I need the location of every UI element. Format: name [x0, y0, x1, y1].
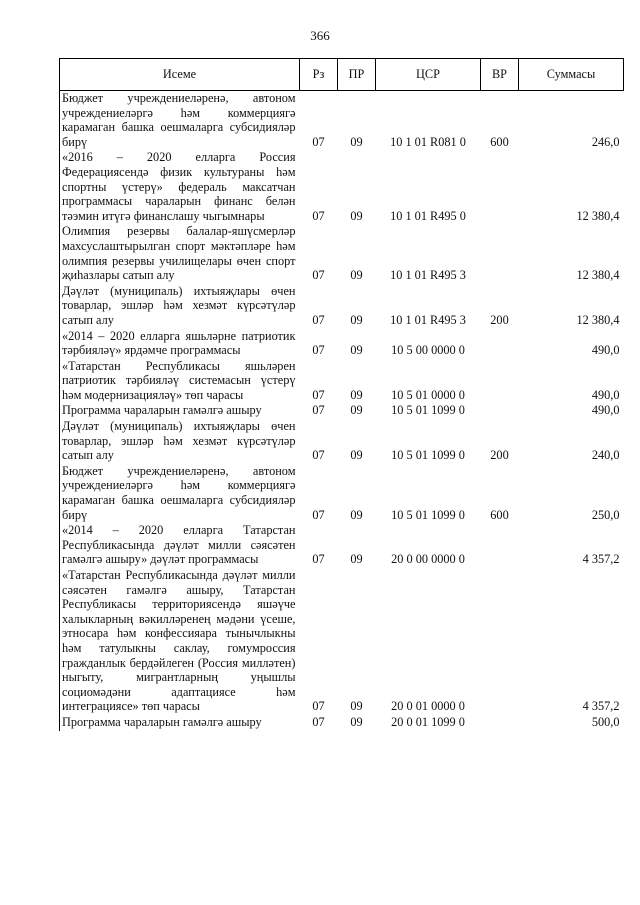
table-body: [60, 91, 624, 731]
header-rz: Рз: [300, 59, 338, 91]
page-number: 366: [310, 28, 330, 43]
table-row: [60, 329, 624, 359]
table-row: [60, 568, 624, 715]
row-name: «2014 – 2020 елларга Татарстан Республикасында дәүләт милли сәясәтен гамәлгә ашыру» дәүләт программасы: [60, 523, 300, 568]
row-pr: 09: [350, 699, 363, 714]
row-csr: 10 5 01 0000 0: [391, 387, 465, 402]
row-vr: [481, 568, 519, 715]
row-vr: 600: [490, 134, 509, 149]
table-row: [60, 403, 624, 419]
row-sum: 490,0: [591, 387, 620, 402]
row-sum: 250,0: [591, 507, 620, 522]
row-sum: 12 380,4: [576, 312, 620, 327]
table-row: [60, 419, 624, 464]
row-name: Программа чараларын гамәлгә ашыру: [60, 715, 300, 731]
row-vr: [481, 224, 519, 283]
row-rz: 07: [312, 507, 325, 522]
row-vr: [481, 715, 519, 731]
row-rz: 07: [312, 448, 325, 463]
header-vr: ВР: [481, 59, 519, 91]
table-row: [60, 523, 624, 568]
row-name: Программа чараларын гамәлгә ашыру: [60, 403, 300, 419]
row-vr: 200: [490, 448, 509, 463]
table-header-row: [60, 59, 624, 91]
row-name: Бюджет учреждениеләренә, автоном учреждениеләргә һәм коммерциягә карамаган башка оешмаларга субсидияләр бирү: [60, 464, 300, 523]
row-sum: 4 357,2: [582, 552, 620, 567]
row-name: «Татарстан Республикасында дәүләт милли сәясәтен гамәлгә ашыру, Татарстан Республикасы территориясендә яшәүче халыкларның вәкилләренең мәдәни үсеше, этносара һәм конфессияара тынычлыкны һәм татулыкны саклау, гомумроссия гражданлык бердәйлеген (Россия милләтен) ныгыту, мигрантларның уңышлы социомәдәни адаптациясе һәм интеграциясе» төп чарасы: [60, 568, 300, 715]
row-sum: 490,0: [591, 343, 620, 358]
row-rz: 07: [312, 403, 325, 418]
row-csr: 20 0 01 0000 0: [391, 699, 465, 714]
row-sum: 12 380,4: [576, 268, 620, 283]
row-csr: 20 0 00 0000 0: [391, 552, 465, 567]
row-csr: 10 1 01 R081 0: [390, 134, 466, 149]
row-name: «2016 – 2020 елларга Россия Федерациясендә физик культураны һәм спортны үстерү» федераль максатчан программасы чараларын финанс белән тәэмин итүгә финанслашу чыгымнары: [60, 150, 300, 224]
row-vr: [481, 150, 519, 224]
row-vr: [481, 403, 519, 419]
table-row: [60, 224, 624, 283]
row-csr: 10 1 01 R495 3: [390, 312, 466, 327]
row-vr: [481, 359, 519, 404]
row-vr: 200: [490, 312, 509, 327]
table-row: [60, 150, 624, 224]
budget-table: [59, 58, 624, 731]
row-name: Олимпия резервы балалар-яшүсмерләр махсуслаштырылган спорт мәктәпләре һәм олимпия резервы училищелары өчен спорт җиһазлары сатып алу: [60, 224, 300, 283]
row-sum: 240,0: [591, 448, 620, 463]
row-sum: 490,0: [591, 403, 620, 418]
row-rz: 07: [312, 699, 325, 714]
row-pr: 09: [350, 312, 363, 327]
row-vr: 600: [490, 507, 509, 522]
row-pr: 09: [350, 208, 363, 223]
row-name: Дәүләт (муниципаль) ихтыяҗлары өчен товарлар, эшләр һәм хезмәт күрсәтүләр сатып алу: [60, 284, 300, 329]
row-pr: 09: [350, 343, 363, 358]
row-rz: 07: [312, 552, 325, 567]
table-row: [60, 464, 624, 523]
table-row: [60, 715, 624, 731]
row-rz: 07: [312, 208, 325, 223]
table-row: [60, 359, 624, 404]
header-csr: ЦСР: [376, 59, 481, 91]
row-vr: [481, 329, 519, 359]
row-rz: 07: [312, 387, 325, 402]
row-pr: 09: [350, 448, 363, 463]
table-row: [60, 91, 624, 151]
row-sum: 4 357,2: [582, 699, 620, 714]
row-pr: 09: [350, 552, 363, 567]
row-pr: 09: [350, 403, 363, 418]
row-csr: 10 5 01 1099 0: [391, 448, 465, 463]
row-rz: 07: [312, 312, 325, 327]
header-sum: Суммасы: [519, 59, 624, 91]
row-sum: 500,0: [591, 714, 620, 729]
row-csr: 10 5 00 0000 0: [391, 343, 465, 358]
row-pr: 09: [350, 507, 363, 522]
row-csr: 10 5 01 1099 0: [391, 403, 465, 418]
row-rz: 07: [312, 134, 325, 149]
row-vr: [481, 523, 519, 568]
row-rz: 07: [312, 714, 325, 729]
row-rz: 07: [312, 343, 325, 358]
row-name: Дәүләт (муниципаль) ихтыяҗлары өчен товарлар, эшләр һәм хезмәт күрсәтүләр сатып алу: [60, 419, 300, 464]
row-rz: 07: [312, 268, 325, 283]
row-csr: 10 5 01 1099 0: [391, 507, 465, 522]
header-name: Исеме: [60, 59, 300, 91]
row-pr: 09: [350, 134, 363, 149]
table-row: [60, 284, 624, 329]
row-sum: 246,0: [591, 134, 620, 149]
row-pr: 09: [350, 268, 363, 283]
header-pr: ПР: [338, 59, 376, 91]
row-csr: 20 0 01 1099 0: [391, 714, 465, 729]
row-name: «2014 – 2020 елларга яшьләрне патриотик тәрбияләү» ярдәмче программасы: [60, 329, 300, 359]
row-pr: 09: [350, 387, 363, 402]
row-csr: 10 1 01 R495 0: [390, 208, 466, 223]
row-sum: 12 380,4: [576, 208, 620, 223]
row-name: «Татарстан Республикасы яшьләрен патриотик тәрбияләү системасын үстерү һәм модернизацияләү» төп чарасы: [60, 359, 300, 404]
row-csr: 10 1 01 R495 3: [390, 268, 466, 283]
row-name: Бюджет учреждениеләренә, автоном учреждениеләргә һәм коммерциягә карамаган башка оешмаларга субсидияләр бирү: [60, 91, 300, 151]
row-pr: 09: [350, 714, 363, 729]
